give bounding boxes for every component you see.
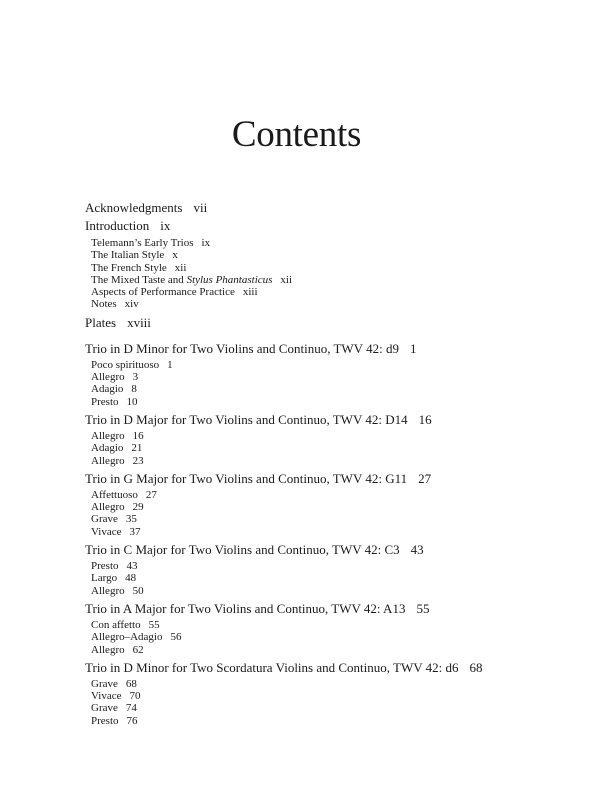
movement-page: 8 [131, 383, 137, 396]
entry-page: vii [193, 200, 208, 215]
subentry-page: xii [280, 273, 293, 286]
movement-entry [85, 501, 565, 513]
trio-page: 1 [409, 340, 417, 356]
toc-entry-trio [85, 411, 565, 429]
movement-label: Allegro [91, 584, 125, 597]
subentry-page: xiv [124, 298, 139, 311]
toc-subentry [85, 249, 565, 261]
movement-label: Poco spirituoso [91, 358, 160, 371]
movement-entry [85, 513, 565, 525]
toc-entry-trio [85, 541, 565, 559]
movement-label: Con affetto [91, 618, 141, 631]
movement-entry [85, 690, 565, 702]
toc-subentry [85, 274, 565, 286]
movement-entry [85, 359, 565, 371]
movement-entry [85, 371, 565, 383]
movement-page: 76 [126, 714, 138, 727]
movement-entry [85, 526, 565, 538]
trio-page: 43 [410, 542, 424, 558]
entry-label: Introduction [85, 218, 150, 233]
movement-page: 74 [125, 702, 137, 715]
page-title-text: Contents [231, 114, 362, 155]
movement-label: Allegro–Adagio [91, 631, 163, 644]
movement-entry [85, 396, 565, 408]
movement-page: 68 [125, 677, 137, 690]
subentry-label: Telemann’s Early Trios [91, 237, 194, 249]
movement-label: Presto [91, 560, 119, 573]
subentry-label: Aspects of Performance Practice [91, 286, 235, 299]
trio-label: Trio in G Major for Two Violins and Continuo, TWV 42: G11 [85, 470, 408, 486]
movement-page: 35 [125, 513, 137, 526]
movement-entry [85, 715, 565, 727]
toc-entry-trio [85, 600, 565, 618]
subentry-page: ix [201, 237, 211, 249]
movement-entry [85, 383, 565, 395]
movement-label: Allegro [91, 429, 125, 442]
movement-label: Allegro [91, 371, 125, 384]
trio-label: Trio in D Major for Two Violins and Continuo, TWV 42: D14 [85, 411, 408, 427]
trio-movements [85, 359, 565, 408]
toc-subentry [85, 237, 565, 249]
introduction-subentries [85, 237, 565, 311]
movement-label: Grave [91, 702, 118, 715]
toc-subentry [85, 262, 565, 274]
trio-movements [85, 678, 565, 727]
toc-entry-trio [85, 659, 565, 677]
subentry-label: Notes [91, 298, 117, 311]
movement-page: 48 [125, 572, 137, 585]
movement-entry [85, 702, 565, 714]
trio-page: 55 [416, 600, 430, 616]
movement-entry [85, 430, 565, 442]
trio-label: Trio in C Major for Two Violins and Continuo, TWV 42: C3 [85, 542, 400, 558]
movement-label: Largo [91, 572, 118, 585]
subentry-page: xiii [242, 286, 258, 299]
trio-label: Trio in D Minor for Two Violins and Continuo, TWV 42: d9 [85, 340, 399, 356]
toc-entry-plates [85, 314, 565, 332]
movement-page: 56 [170, 631, 182, 644]
movement-label: Grave [91, 513, 118, 526]
movement-label: Allegro [91, 454, 125, 467]
movement-page: 1 [167, 358, 173, 371]
trio-label: Trio in A Major for Two Violins and Continuo, TWV 42: A13 [85, 600, 406, 616]
subentry-label: The French Style [91, 261, 167, 274]
toc-subentry [85, 298, 565, 310]
trio-movements [85, 430, 565, 467]
movement-page: 10 [126, 395, 138, 408]
movement-label: Allegro [91, 501, 125, 514]
movement-label: Grave [91, 677, 118, 690]
movement-label: Adagio [91, 442, 124, 455]
subentry-page: x [172, 249, 178, 262]
entry-label: Plates [85, 314, 117, 330]
movement-entry [85, 678, 565, 690]
subentry-page: xii [174, 261, 187, 274]
movement-entry [85, 585, 565, 597]
movement-entry [85, 442, 565, 454]
trio-movements [85, 619, 565, 656]
movement-label: Vivace [91, 525, 122, 538]
entry-page: xviii [127, 314, 151, 330]
movement-page: 50 [132, 584, 144, 597]
entry-label: Acknowledgments [85, 200, 183, 215]
trio-label: Trio in D Minor for Two Scordatura Violins and Continuo, TWV 42: d6 [85, 659, 459, 675]
toc-entry-trio [85, 340, 565, 358]
movement-page: 16 [132, 429, 144, 442]
movement-page: 3 [132, 371, 139, 384]
subentry-label-italic: Stylus Phantasticus [186, 273, 273, 286]
movement-page: 21 [131, 442, 143, 455]
movement-entry [85, 644, 565, 656]
toc-entry-introduction [85, 217, 565, 235]
movement-page: 43 [126, 560, 138, 573]
entry-page: ix [160, 218, 171, 233]
trio-page: 27 [418, 470, 432, 486]
movement-label: Presto [91, 714, 119, 727]
trio-movements [85, 560, 565, 597]
movement-entry [85, 489, 565, 501]
movement-page: 23 [132, 454, 144, 467]
toc-entry-acknowledgments [85, 199, 565, 217]
movement-entry [85, 455, 565, 467]
movement-label: Allegro [91, 643, 125, 656]
movement-page: 70 [129, 690, 141, 703]
movement-entry [85, 572, 565, 584]
subentry-label: The Italian Style [91, 249, 165, 262]
subentry-label-prefix: The Mixed Taste and [91, 273, 187, 286]
page-title [0, 112, 594, 158]
trio-movements [85, 489, 565, 538]
movement-label: Presto [91, 395, 119, 408]
table-of-contents [85, 199, 565, 730]
trio-page: 16 [418, 411, 432, 427]
movement-label: Affettuoso [91, 488, 138, 501]
movement-entry [85, 560, 565, 572]
toc-subentry [85, 286, 565, 298]
movement-page: 27 [145, 488, 157, 501]
toc-entry-trio [85, 470, 565, 488]
movement-entry [85, 619, 565, 631]
movement-entry [85, 631, 565, 643]
movement-page: 62 [132, 643, 144, 656]
movement-page: 37 [129, 525, 141, 538]
movement-label: Vivace [91, 690, 122, 703]
movement-label: Adagio [91, 383, 124, 396]
movement-page: 29 [132, 501, 144, 514]
movement-page: 55 [148, 618, 160, 631]
trio-page: 68 [469, 659, 483, 675]
